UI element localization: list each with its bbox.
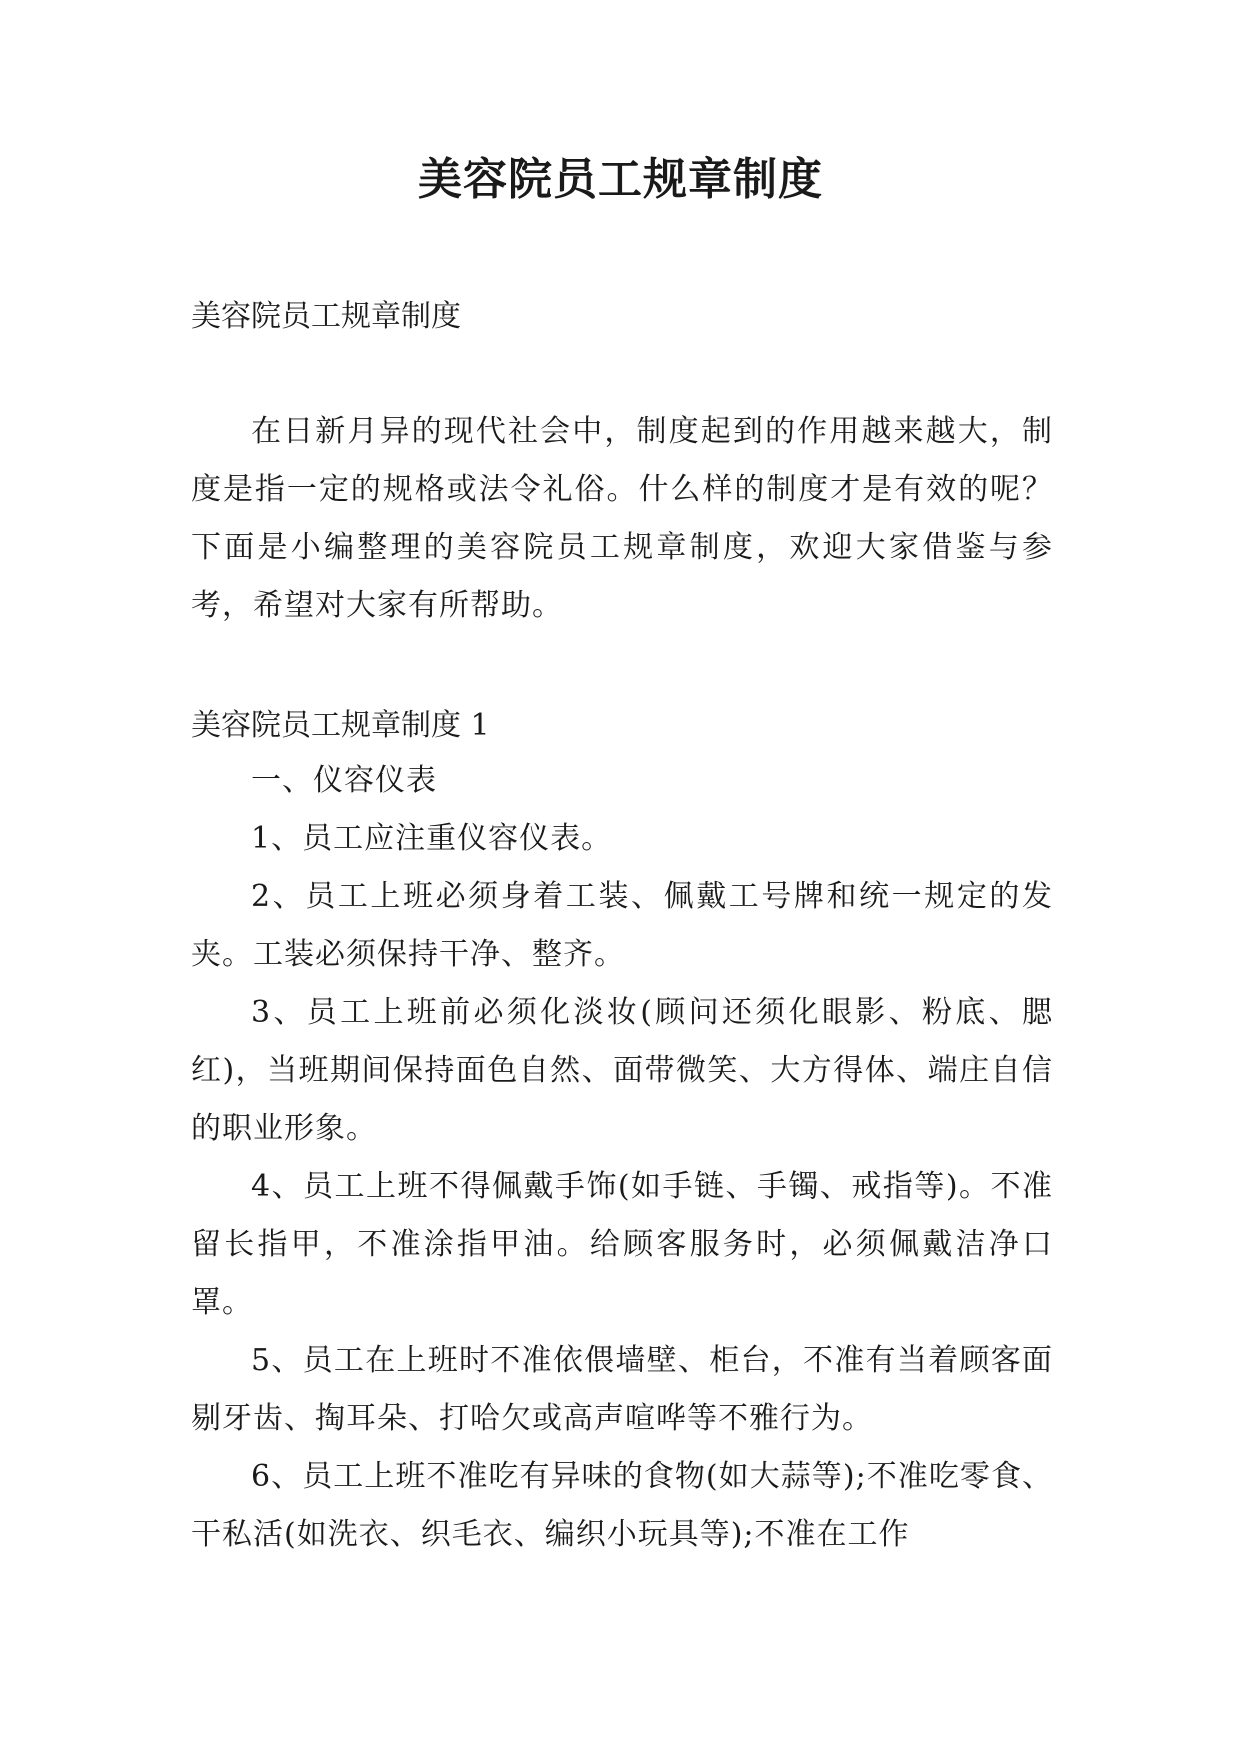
rule-paragraph: 3、员工上班前必须化淡妆(顾问还须化眼影、粉底、腮红)，当班期间保持面色自然、面带微笑、大方得体、端庄自信的职业形象。 xyxy=(191,995,1053,1146)
document-subtitle: 美容院员工规章制度 xyxy=(191,299,461,334)
intro-paragraph: 在日新月异的现代社会中，制度起到的作用越来越大，制度是指一定的规格或法令礼俗。什么样的制度才是有效的呢？下面是小编整理的美容院员工规章制度，欢迎大家借鉴与参考，希望对大家有所帮助。 xyxy=(191,414,1053,623)
intro-block xyxy=(191,403,1053,635)
rule-paragraph: 6、员工上班不准吃有异味的食物(如大蒜等);不准吃零食、干私活(如洗衣、织毛衣、编织小玩具等);不准在工作 xyxy=(191,1459,1053,1552)
section-heading: 美容院员工规章制度 1 xyxy=(191,708,490,743)
rule-paragraph: 4、员工上班不得佩戴手饰(如手链、手镯、戒指等)。不准留长指甲，不准涂指甲油。给顾客服务时，必须佩戴洁净口罩。 xyxy=(191,1169,1053,1320)
rules-block xyxy=(191,752,1053,1564)
rule-paragraph: 一、仪容仪表 xyxy=(251,763,437,798)
rule-paragraph: 2、员工上班必须身着工装、佩戴工号牌和统一规定的发夹。工装必须保持干净、整齐。 xyxy=(191,879,1053,972)
rule-paragraph: 1、员工应注重仪容仪表。 xyxy=(251,821,613,856)
document-title: 美容院员工规章制度 xyxy=(418,154,823,205)
rule-paragraph: 5、员工在上班时不准依偎墙壁、柜台，不准有当着顾客面剔牙齿、掏耳朵、打哈欠或高声喧哗等不雅行为。 xyxy=(191,1343,1053,1436)
